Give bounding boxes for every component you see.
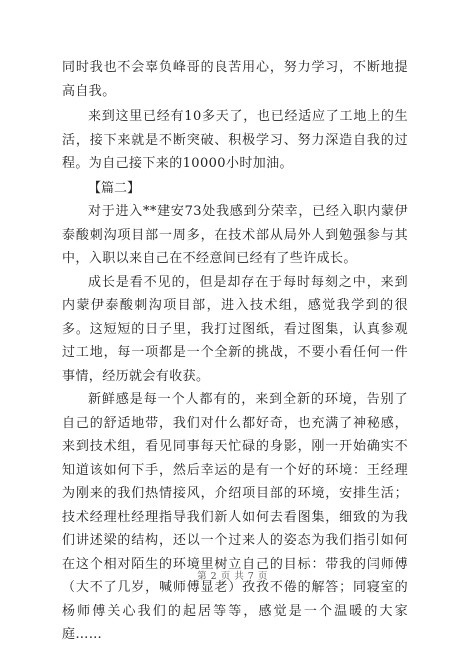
paragraph-joining: 对于进入**建安73处我感到分荣幸，已经入职内蒙伊泰酸刺沟项目部一周多，在技术部从局外人到勉强参与其中，入职以来自己在不经意间已经有了些许成长。 — [62, 204, 408, 266]
paragraph-growth: 成长是看不见的，但是却存在于每时每刻之中，来到内蒙伊泰酸刺沟项目部，进入技术组，感觉我学到的很多。这短短的日子里，我打过图纸，看过图集，认真参观过工地，每一项都是一个全新的挑战，不要小看任何一件事情，经历就会有收获。 — [62, 274, 408, 384]
section-heading: 【篇二】 — [88, 180, 141, 196]
page-number: 第 2 页 共 7 页 — [197, 571, 268, 582]
paragraph-continuation: 同时我也不会辜负峰哥的良苦用心，努力学习，不断地提高自我。 — [62, 60, 408, 99]
paragraph-arrival: 来到这里已经有10多天了，也已经适应了工地上的生活，接下来就是不断突破、积极学习、努力深造自我的过程。为自己接下来的10000小时加油。 — [62, 109, 408, 171]
document-body — [62, 56, 408, 647]
paragraph-freshness: 新鲜感是每一个人都有的，来到全新的环境，告别了自己的舒适地带，我们对什么都好奇，也充满了神秘感，来到技术组，看见同事每天忙碌的身影，刚一开始确实不知道该如何下手，然后幸运的是有一个好的环境：王经理为刚来的我们热情接风，介绍项目部的环境，安排生活；技术经理杜经理指导我们新人如何去看图集，细致的为我们讲述梁的结构，还以一个过来人的姿态为我们指引如何在这个相对陌生的环境里树立自己的目标：带我的闫师傅（大不了几岁，喊师傅显老）孜孜不倦的解答；同寝室的杨师傅关心我们的起居等等，感觉是一个温暖的大家庭…… — [62, 392, 408, 642]
